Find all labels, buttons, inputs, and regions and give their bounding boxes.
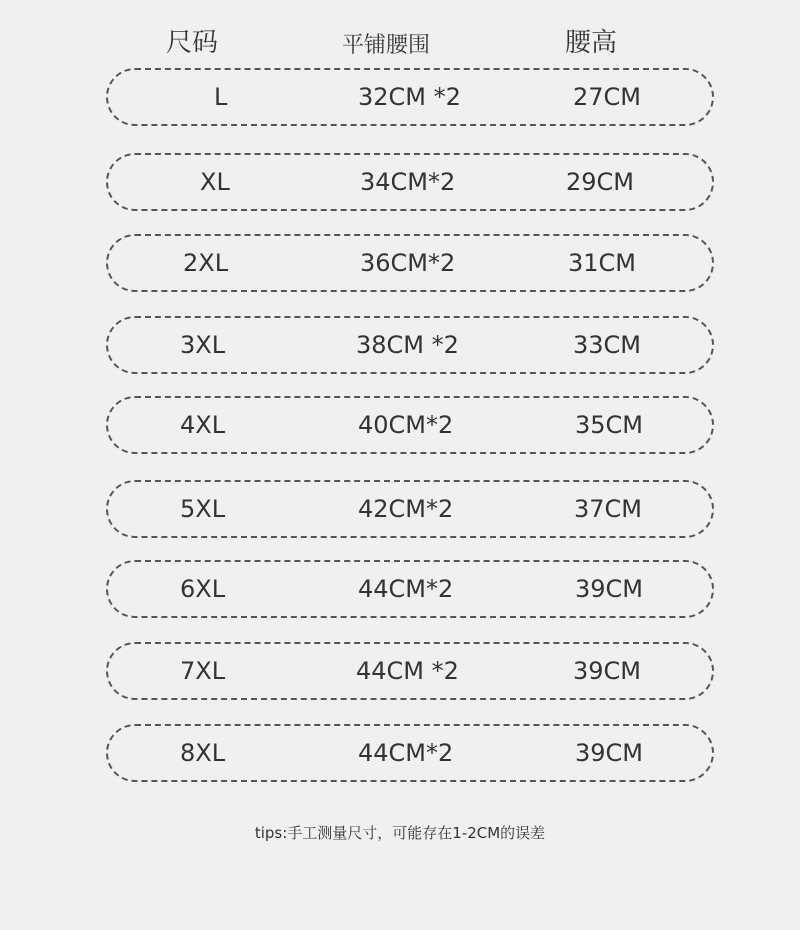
waist-cell: 44CM *2 [356,657,459,685]
header-size: 尺码 [166,28,219,58]
waist-cell: 36CM*2 [360,249,456,277]
waist-cell: 44CM*2 [358,739,454,767]
size-row [106,480,714,538]
height-cell: 27CM [573,83,642,111]
header-height: 腰高 [565,28,618,58]
height-cell: 35CM [575,411,644,439]
waist-cell: 42CM*2 [358,495,454,523]
size-cell: 6XL [180,575,226,603]
size-row [106,396,714,454]
waist-cell: 38CM *2 [356,331,459,359]
waist-cell: 32CM *2 [358,83,461,111]
size-cell: 5XL [180,495,226,523]
height-cell: 39CM [575,739,644,767]
size-cell: L [214,83,228,111]
size-row [106,153,714,211]
height-cell: 33CM [573,331,642,359]
tips-note: tips:手工测量尺寸，可能存在1-2CM的误差 [254,824,546,842]
size-cell: 4XL [180,411,226,439]
size-row [106,234,714,292]
size-row [106,724,714,782]
height-cell: 29CM [566,168,635,196]
height-cell: 39CM [575,575,644,603]
waist-cell: 40CM*2 [358,411,454,439]
size-row [106,560,714,618]
size-row [106,316,714,374]
size-cell: 2XL [183,249,229,277]
waist-cell: 34CM*2 [360,168,456,196]
size-cell: XL [200,168,230,196]
waist-cell: 44CM*2 [358,575,454,603]
size-cell: 7XL [180,657,226,685]
height-cell: 31CM [568,249,637,277]
size-cell: 8XL [180,739,226,767]
size-row [106,642,714,700]
size-cell: 3XL [180,331,226,359]
height-cell: 37CM [574,495,643,523]
height-cell: 39CM [573,657,642,685]
size-row [106,68,714,126]
header-waist: 平铺腰围 [342,33,431,58]
